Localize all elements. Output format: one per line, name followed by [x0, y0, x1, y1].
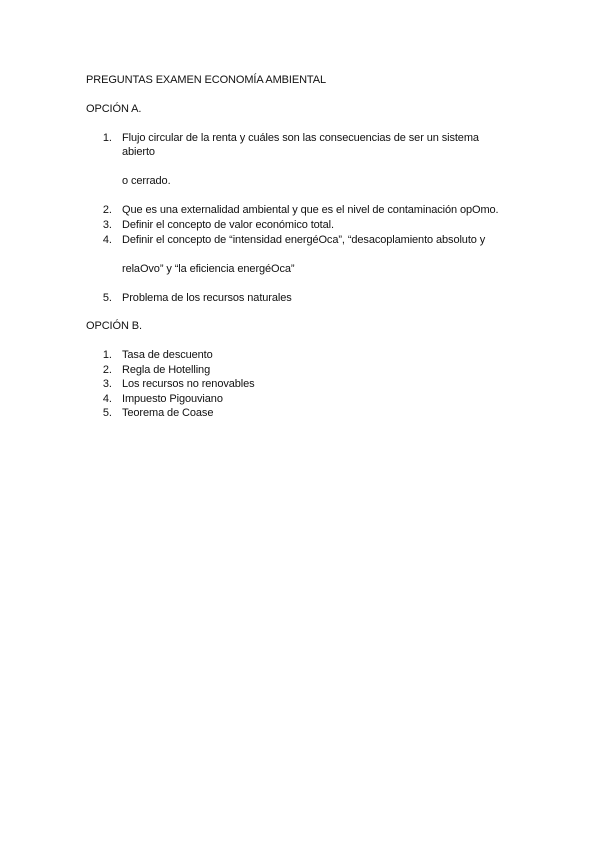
option-b-item-1-number: 1.	[102, 349, 112, 361]
option-b-item-1-text: Tasa de descuento	[122, 349, 213, 361]
option-b-item-2-number: 2.	[102, 364, 112, 376]
option-a-item-4-continuation: relaOvo” y “la eficiencia energéOca”	[122, 263, 295, 275]
option-a-item-2-number: 2.	[102, 204, 112, 216]
option-a-item-5-text: Problema de los recursos naturales	[122, 292, 292, 304]
option-a-item-4-number: 4.	[102, 234, 112, 246]
option-a-heading: OPCIÓN A.	[86, 103, 142, 115]
option-a-item-3-number: 3.	[102, 219, 112, 231]
document-title: PREGUNTAS EXAMEN ECONOMÍA AMBIENTAL	[86, 74, 326, 86]
option-a-item-1-continuation-2: o cerrado.	[122, 175, 171, 187]
option-a-item-1-continuation: abierto	[122, 146, 155, 158]
option-b-item-3-number: 3.	[102, 378, 112, 390]
option-b-item-3-text: Los recursos no renovables	[122, 378, 255, 390]
option-b-item-4-text: Impuesto Pigouviano	[122, 393, 223, 405]
option-a-item-2-text: Que es una externalidad ambiental y que es el nivel de contaminación opOmo.	[122, 204, 499, 216]
option-b-item-5-number: 5.	[102, 407, 112, 419]
option-a-item-1-number: 1.	[102, 132, 112, 144]
option-b-item-2-text: Regla de Hotelling	[122, 364, 211, 376]
option-b-item-4-number: 4.	[102, 393, 112, 405]
option-b-heading: OPCIÓN B.	[86, 320, 142, 332]
option-a-item-3-text: Definir el concepto de valor económico total.	[122, 219, 334, 231]
option-b-item-5-text: Teorema de Coase	[122, 407, 214, 419]
option-a-item-1-text: Flujo circular de la renta y cuáles son las consecuencias de ser un sistema	[122, 132, 479, 144]
option-a-item-4-text: Definir el concepto de “intensidad energéOca”, “desacoplamiento absoluto y	[122, 234, 486, 246]
option-a-item-5-number: 5.	[102, 292, 112, 304]
